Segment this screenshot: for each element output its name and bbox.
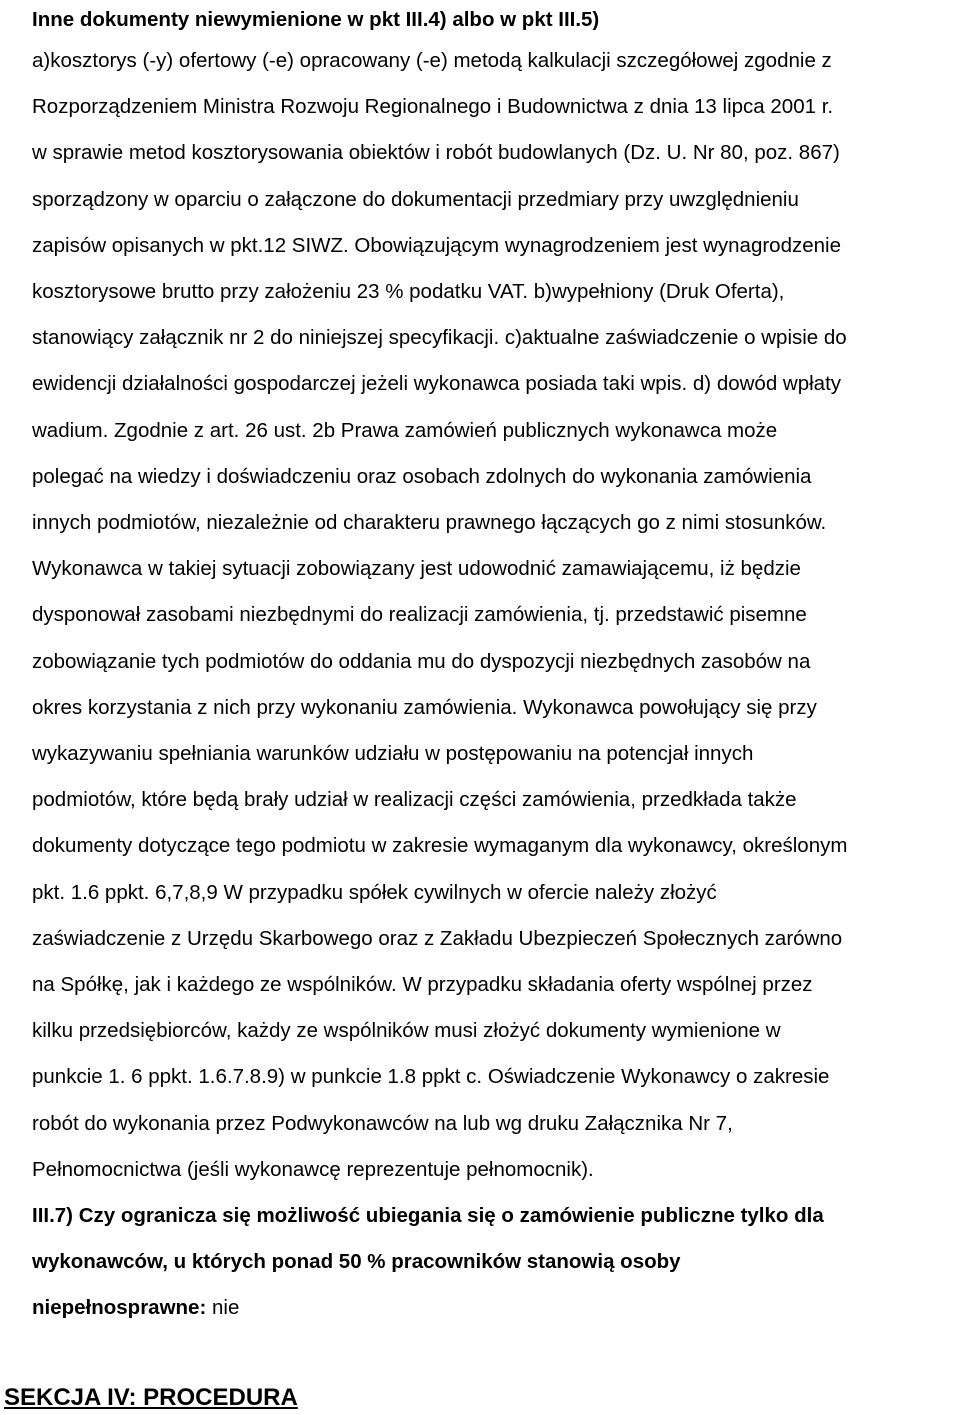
question-block — [32, 1193, 956, 1332]
body-line: zapisów opisanych w pkt.12 SIWZ. Obowiązującym wynagrodzeniem jest wynagrodzenie — [32, 233, 841, 257]
question-answer-line — [32, 1285, 956, 1331]
body-line: okres korzystania z nich przy wykonaniu zamówienia. Wykonawca powołujący się przy — [32, 695, 817, 719]
body-line: zaświadczenie z Urzędu Skarbowego oraz z Zakładu Ubezpieczeń Społecznych zarówno — [32, 926, 843, 950]
body-line: Pełnomocnictwa (jeśli wykonawcę reprezentuje pełnomocnik). — [32, 1157, 594, 1181]
body-line: polegać na wiedzy i doświadczeniu oraz osobach zdolnych do wykonania zamówienia — [32, 464, 812, 488]
question-line: wykonawców, u których ponad 50 % pracowników stanowią osoby — [32, 1250, 681, 1274]
body-line: dysponował zasobami niezbędnymi do realizacji zamówienia, tj. przedstawić pisemne — [32, 603, 807, 627]
body-line: Wykonawca w takiej sytuacji zobowiązany jest udowodnić zamawiającemu, iż będzie — [32, 557, 801, 581]
question-line: III.7) Czy ogranicza się możliwość ubiegania się o zamówienie publiczne tylko dla — [32, 1204, 824, 1228]
body-line: stanowiący załącznik nr 2 do niniejszej specyfikacji. c)aktualne zaświadczenie o wpisie do — [32, 326, 847, 350]
body-line: Rozporządzeniem Ministra Rozwoju Regionalnego i Budownictwa z dnia 13 lipca 2001 r. — [32, 95, 834, 119]
body-line: dokumenty dotyczące tego podmiotu w zakresie wymaganym dla wykonawcy, określonym — [32, 834, 848, 858]
body-line: kilku przedsiębiorców, każdy ze wspólników musi złożyć dokumenty wymienione w — [32, 1019, 781, 1043]
body-line: sporządzony w oparciu o załączone do dokumentacji przedmiary przy uwzględnieniu — [32, 187, 799, 211]
document-page — [32, 6, 956, 1332]
body-line: robót do wykonania przez Podwykonawców na lub wg druku Załącznika Nr 7, — [32, 1111, 733, 1135]
body-line: pkt. 1.6 ppkt. 6,7,8,9 W przypadku spółek cywilnych w ofercie należy złożyć — [32, 880, 717, 904]
body-line: na Spółkę, jak i każdego ze wspólników. W przypadku składania oferty wspólnej przez — [32, 973, 813, 997]
body-line: zobowiązanie tych podmiotów do oddania mu do dyspozycji niezbędnych zasobów na — [32, 649, 811, 673]
body-line: kosztorysowe brutto przy założeniu 23 % podatku VAT. b)wypełniony (Druk Oferta), — [32, 280, 785, 304]
body-line: wadium. Zgodnie z art. 26 ust. 2b Prawa zamówień publicznych wykonawca może — [32, 418, 778, 442]
body-paragraph — [32, 38, 956, 1193]
document-heading: Inne dokumenty niewymienione w pkt III.4) albo w pkt III.5) — [32, 8, 600, 31]
question-label: niepełnosprawne: — [32, 1296, 207, 1320]
body-line: podmiotów, które będą brały udział w realizacji części zamówienia, przedkłada także — [32, 788, 797, 812]
body-line: a)kosztorys (-y) ofertowy (-e) opracowany (-e) metodą kalkulacji szczegółowej zgodnie z — [32, 49, 832, 72]
body-line: w sprawie metod kosztorysowania obiektów i robót budowlanych (Dz. U. Nr 80, poz. 867) — [32, 141, 840, 165]
body-line: innych podmiotów, niezależnie od charakteru prawnego łączących go z nimi stosunków. — [32, 511, 827, 535]
body-line: ewidencji działalności gospodarczej jeżeli wykonawca posiada taki wpis. d) dowód wpłaty — [32, 372, 842, 396]
question-answer: nie — [211, 1296, 240, 1320]
section-title: SEKCJA IV: PROCEDURA — [4, 1384, 298, 1411]
body-line: wykazywaniu spełniania warunków udziału w postępowaniu na potencjał innych — [32, 742, 754, 766]
body-line: punkcie 1. 6 ppkt. 1.6.7.8.9) w punkcie 1.8 ppkt c. Oświadczenie Wykonawcy o zakresie — [32, 1065, 830, 1089]
